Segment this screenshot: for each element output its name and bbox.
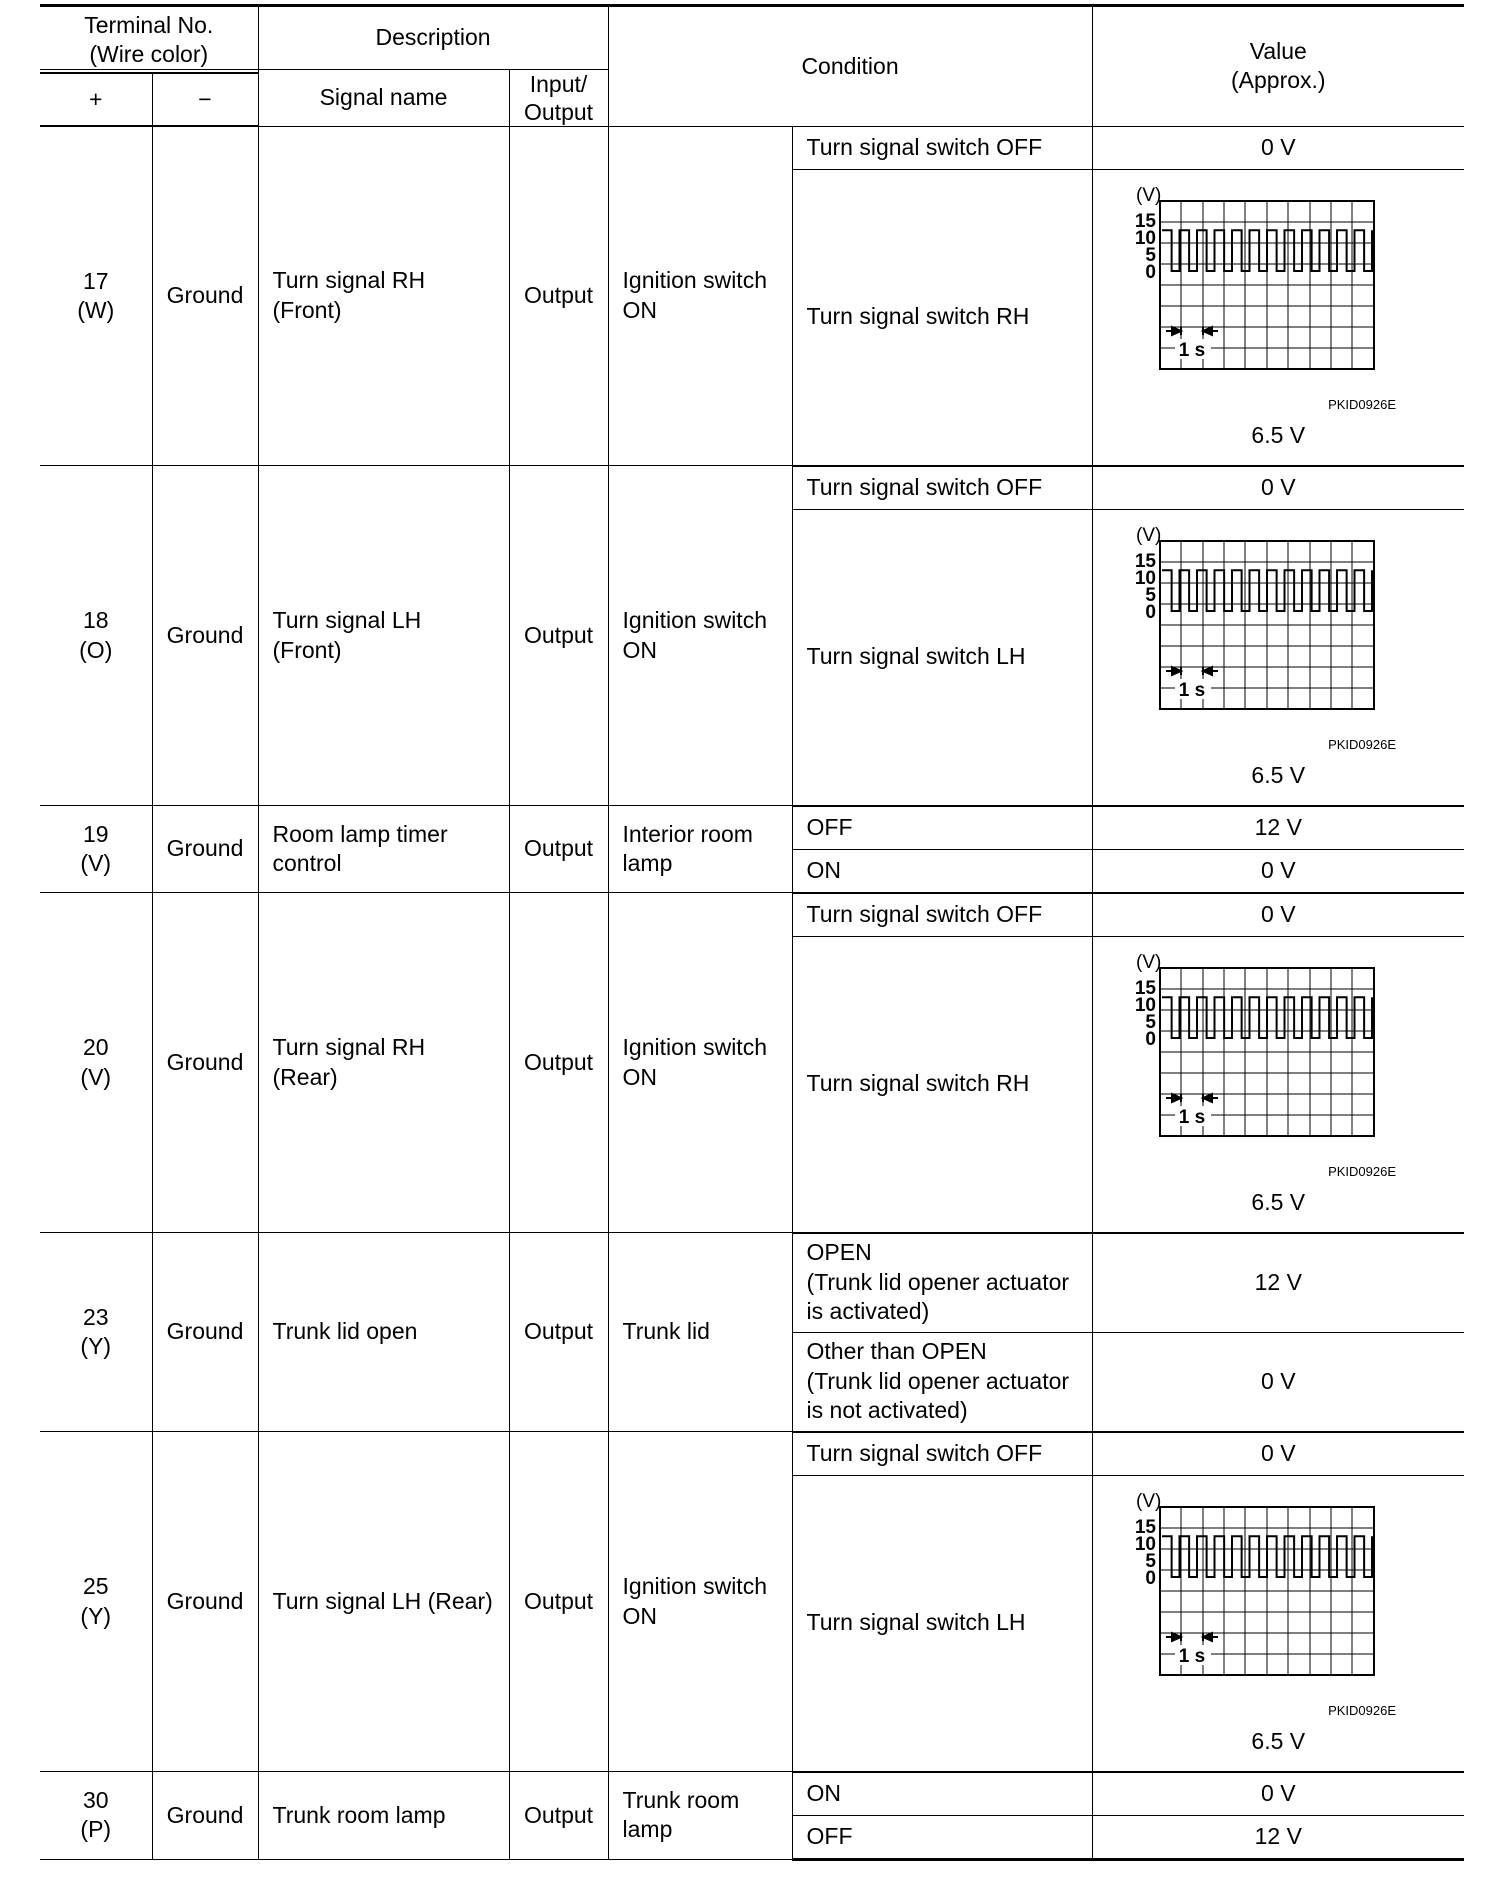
condition-main-cell: Ignition switch ON	[608, 1432, 792, 1772]
header-terminal-no	[40, 6, 258, 70]
figure-code: PKID0926E	[1328, 1703, 1397, 1719]
waveform-y-tick: 5	[1145, 245, 1157, 267]
signal-name-cell: Turn signal RH (Rear)	[258, 893, 509, 1233]
header-minus: −	[152, 73, 258, 126]
waveform-y-tick: 10	[1135, 228, 1157, 250]
terminal-cell-19: 19 (V)	[40, 806, 152, 893]
condition-sub-cell: ON	[792, 1772, 1092, 1816]
waveform-axis-unit: (V)	[1136, 185, 1162, 207]
io-cell: Output	[509, 1772, 608, 1860]
waveform-period-label: 1 s	[1179, 340, 1206, 362]
io-cell: Output	[509, 126, 608, 466]
header-signal-name: Signal name	[258, 69, 509, 126]
condition-sub-cell: Turn signal switch OFF	[792, 466, 1092, 510]
io-cell: Output	[509, 1233, 608, 1432]
waveform-y-tick: 15	[1135, 1517, 1157, 1539]
value-cell: 0 V	[1092, 849, 1464, 893]
signal-name-cell: Room lamp timer control	[258, 806, 509, 893]
waveform-y-tick: 5	[1145, 1551, 1157, 1573]
condition-main-cell: Ignition switch ON	[608, 893, 792, 1233]
waveform-value-cell	[1092, 1475, 1464, 1772]
condition-main-cell: Ignition switch ON	[608, 126, 792, 466]
waveform-signal	[1162, 571, 1372, 612]
value-text: 6.5 V	[1251, 762, 1306, 789]
signal-name-cell: Trunk room lamp	[258, 1772, 509, 1860]
waveform-y-tick: 10	[1135, 568, 1157, 590]
io-cell: Output	[509, 806, 608, 893]
value-cell: 0 V	[1092, 126, 1464, 169]
signal-name-cell: Turn signal LH (Front)	[258, 466, 509, 806]
waveform-period-label: 1 s	[1179, 680, 1206, 702]
condition-sub-cell: Turn signal switch LH	[792, 1475, 1092, 1772]
value-cell: 0 V	[1092, 1332, 1464, 1432]
value-cell: 0 V	[1092, 893, 1464, 937]
waveform-value-cell	[1092, 936, 1464, 1233]
waveform-y-tick: 0	[1145, 1029, 1157, 1051]
value-text: 6.5 V	[1251, 422, 1306, 449]
value-text: 6.5 V	[1251, 1728, 1306, 1755]
condition-sub-cell: ON	[792, 849, 1092, 893]
ground-cell: Ground	[152, 806, 258, 893]
terminal-cell-25: 25 (Y)	[40, 1432, 152, 1772]
header-description: Description	[258, 6, 608, 70]
condition-sub-cell: Turn signal switch LH	[792, 509, 1092, 806]
header-value-label: Value	[1249, 37, 1307, 64]
value-cell: 12 V	[1092, 1815, 1464, 1859]
waveform-y-tick: 0	[1145, 262, 1157, 284]
waveform-period-label: 1 s	[1179, 1646, 1206, 1668]
value-cell: 12 V	[1092, 1233, 1464, 1333]
waveform-y-tick: 0	[1145, 602, 1157, 624]
condition-sub-cell: Other than OPEN (Trunk lid opener actuator is not activated)	[792, 1332, 1092, 1432]
turn-signal-waveform	[1128, 1489, 1428, 1729]
turn-signal-waveform	[1128, 523, 1428, 763]
condition-sub-cell: Turn signal switch RH	[792, 936, 1092, 1233]
signal-name-cell: Turn signal RH (Front)	[258, 126, 509, 466]
waveform-axis-unit: (V)	[1136, 525, 1162, 547]
condition-sub-cell: Turn signal switch OFF	[792, 126, 1092, 169]
figure-code: PKID0926E	[1328, 397, 1397, 413]
condition-main-cell: Interior room lamp	[608, 806, 792, 893]
waveform-signal	[1162, 998, 1372, 1039]
waveform-axis-unit: (V)	[1136, 952, 1162, 974]
io-cell: Output	[509, 466, 608, 806]
turn-signal-waveform	[1128, 950, 1428, 1190]
terminal-cell-23: 23 (Y)	[40, 1233, 152, 1432]
waveform-y-tick: 5	[1145, 585, 1157, 607]
connector-terminal-table-sheet	[40, 4, 1464, 1861]
waveform-y-tick: 5	[1145, 1012, 1157, 1034]
terminal-cell-18: 18 (O)	[40, 466, 152, 806]
value-text: 6.5 V	[1251, 1189, 1306, 1216]
ground-cell: Ground	[152, 466, 258, 806]
terminal-cell-30: 30 (P)	[40, 1772, 152, 1860]
waveform-y-tick: 15	[1135, 211, 1157, 233]
terminal-values-table	[40, 4, 1464, 1861]
waveform-y-tick: 10	[1135, 1534, 1157, 1556]
turn-signal-waveform	[1128, 183, 1428, 423]
waveform-value-cell	[1092, 169, 1464, 466]
ground-cell: Ground	[152, 1432, 258, 1772]
waveform-y-tick: 15	[1135, 551, 1157, 573]
condition-sub-cell: Turn signal switch OFF	[792, 893, 1092, 937]
header-value-approx: (Approx.)	[1230, 67, 1326, 94]
condition-sub-cell: Turn signal switch OFF	[792, 1432, 1092, 1476]
condition-sub-cell: OPEN (Trunk lid opener actuator is activated)	[792, 1233, 1092, 1333]
condition-main-cell: Trunk lid	[608, 1233, 792, 1432]
header-value	[1092, 6, 1464, 127]
waveform-y-tick: 0	[1145, 1568, 1157, 1590]
io-cell: Output	[509, 893, 608, 1233]
condition-main-cell: Trunk room lamp	[608, 1772, 792, 1860]
condition-sub-cell: Turn signal switch RH	[792, 169, 1092, 466]
terminal-cell-17: 17 (W)	[40, 126, 152, 466]
ground-cell: Ground	[152, 1233, 258, 1432]
condition-main-cell: Ignition switch ON	[608, 466, 792, 806]
header-wire-color-label: (Wire color)	[89, 40, 209, 67]
value-cell: 12 V	[1092, 806, 1464, 850]
condition-sub-cell: OFF	[792, 1815, 1092, 1859]
signal-name-cell: Turn signal LH (Rear)	[258, 1432, 509, 1772]
figure-code: PKID0926E	[1328, 737, 1397, 753]
header-condition: Condition	[608, 6, 1092, 127]
value-cell: 0 V	[1092, 1772, 1464, 1816]
ground-cell: Ground	[152, 893, 258, 1233]
ground-cell: Ground	[152, 126, 258, 466]
header-terminal-no-label: Terminal No.	[84, 12, 214, 38]
condition-sub-cell: OFF	[792, 806, 1092, 850]
waveform-y-tick: 10	[1135, 995, 1157, 1017]
waveform-y-tick: 15	[1135, 978, 1157, 1000]
signal-name-cell: Trunk lid open	[258, 1233, 509, 1432]
header-plus: +	[40, 73, 152, 126]
terminal-cell-20: 20 (V)	[40, 893, 152, 1233]
waveform-signal	[1162, 1537, 1372, 1578]
value-cell: 0 V	[1092, 1432, 1464, 1476]
waveform-signal	[1162, 231, 1372, 272]
value-cell: 0 V	[1092, 466, 1464, 510]
figure-code: PKID0926E	[1328, 1164, 1397, 1180]
waveform-value-cell	[1092, 509, 1464, 806]
ground-cell: Ground	[152, 1772, 258, 1860]
io-cell: Output	[509, 1432, 608, 1772]
waveform-axis-unit: (V)	[1136, 1491, 1162, 1513]
header-input-output: Input/ Output	[509, 69, 608, 126]
waveform-period-label: 1 s	[1179, 1107, 1206, 1129]
